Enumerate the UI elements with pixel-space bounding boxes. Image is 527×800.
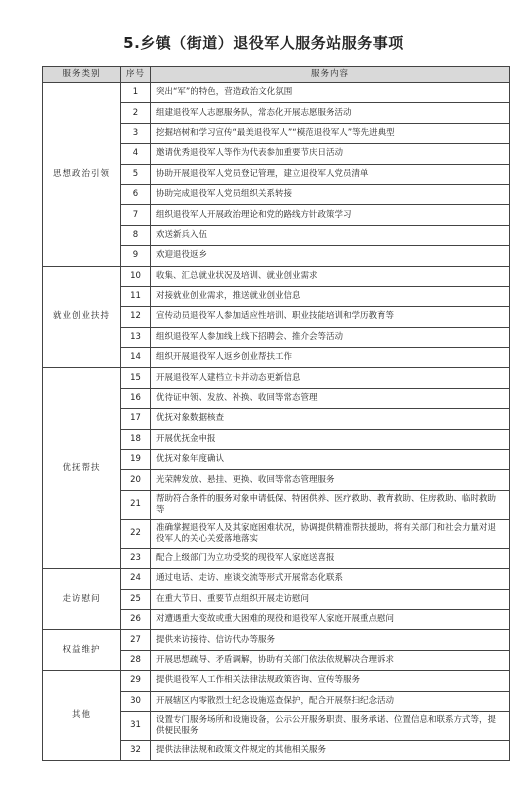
category-cell: 思想政治引领 (43, 83, 121, 267)
category-cell: 其他 (43, 671, 121, 761)
row-content: 开展思想疏导、矛盾调解，协助有关部门依法依规解决合理诉求 (151, 650, 510, 670)
row-content: 组建退役军人志愿服务队，常态化开展志愿服务活动 (151, 103, 510, 123)
row-number: 19 (121, 450, 151, 470)
row-content: 对接就业创业需求，推送就业创业信息 (151, 286, 510, 306)
table-row (43, 671, 510, 691)
row-content: 对遭遇重大变故或重大困难的现役和退役军人家庭开展重点慰问 (151, 609, 510, 629)
service-table (42, 66, 510, 761)
row-content: 欢迎退役返乡 (151, 246, 510, 266)
row-number: 5 (121, 164, 151, 184)
row-number: 29 (121, 671, 151, 691)
page-title: 5.乡镇（街道）退役军人服务站服务事项 (123, 34, 404, 52)
category-cell: 权益维护 (43, 630, 121, 671)
row-number: 27 (121, 630, 151, 650)
row-number: 25 (121, 589, 151, 609)
row-number: 21 (121, 490, 151, 519)
header-category: 服务类别 (43, 67, 121, 83)
row-content: 优抚对象数据核查 (151, 409, 510, 429)
row-number: 28 (121, 650, 151, 670)
row-content: 设置专门服务场所和设施设备，公示公开服务职责、服务承诺、位置信息和联系方式等，提供便民服务 (151, 711, 510, 740)
row-content: 在重大节日、重要节点组织开展走访慰问 (151, 589, 510, 609)
row-number: 20 (121, 470, 151, 490)
row-number: 23 (121, 548, 151, 568)
row-number: 26 (121, 609, 151, 629)
row-number: 24 (121, 569, 151, 589)
category-cell: 优抚帮扶 (43, 368, 121, 569)
table-row (43, 569, 510, 589)
row-content: 组织退役军人参加线上线下招聘会、推介会等活动 (151, 327, 510, 347)
row-number: 14 (121, 348, 151, 368)
row-content: 准确掌握退役军人及其家庭困难状况，协调提供精准帮扶援助，将有关部门和社会力量对退役军人的关心关爱落地落实 (151, 519, 510, 548)
row-content: 收集、汇总就业状况及培训、就业创业需求 (151, 266, 510, 286)
row-content: 提供退役军人工作相关法律法规政策咨询、宣传等服务 (151, 671, 510, 691)
category-cell: 走访慰问 (43, 569, 121, 630)
row-content: 邀请优秀退役军人等作为代表参加重要节庆日活动 (151, 144, 510, 164)
row-number: 1 (121, 83, 151, 103)
row-content: 开展退役军人建档立卡并动态更新信息 (151, 368, 510, 388)
table-row (43, 630, 510, 650)
row-content: 提供来访接待、信访代办等服务 (151, 630, 510, 650)
row-content: 突出“军”的特色，营造政治文化氛围 (151, 83, 510, 103)
row-number: 8 (121, 225, 151, 245)
category-cell: 就业创业扶持 (43, 266, 121, 368)
row-number: 3 (121, 123, 151, 143)
table-row (43, 266, 510, 286)
row-number: 32 (121, 740, 151, 760)
header-number: 序号 (121, 67, 151, 83)
row-number: 15 (121, 368, 151, 388)
row-content: 组织开展退役军人返乡创业帮扶工作 (151, 348, 510, 368)
row-number: 30 (121, 691, 151, 711)
row-number: 6 (121, 184, 151, 204)
row-content: 宣传动员退役军人参加适应性培训、职业技能培训和学历教育等 (151, 307, 510, 327)
row-content: 欢送新兵入伍 (151, 225, 510, 245)
row-number: 11 (121, 286, 151, 306)
row-number: 31 (121, 711, 151, 740)
row-content: 开展辖区内零散烈士纪念设施巡查保护，配合开展祭扫纪念活动 (151, 691, 510, 711)
row-number: 18 (121, 429, 151, 449)
row-content: 挖掘培树和学习宣传“最美退役军人”“模范退役军人”等先进典型 (151, 123, 510, 143)
row-number: 17 (121, 409, 151, 429)
row-number: 2 (121, 103, 151, 123)
row-content: 优抚对象年度确认 (151, 450, 510, 470)
row-number: 7 (121, 205, 151, 225)
row-number: 12 (121, 307, 151, 327)
row-content: 光荣牌发放、悬挂、更换、收回等常态管理服务 (151, 470, 510, 490)
row-content: 开展优抚金申报 (151, 429, 510, 449)
table-row (43, 83, 510, 103)
row-content: 组织退役军人开展政治理论和党的路线方针政策学习 (151, 205, 510, 225)
row-number: 22 (121, 519, 151, 548)
row-content: 提供法律法规和政策文件规定的其他相关服务 (151, 740, 510, 760)
row-content: 帮助符合条件的服务对象申请低保、特困供养、医疗救助、教育救助、住房救助、临时救助等 (151, 490, 510, 519)
row-content: 通过电话、走访、座谈交流等形式开展常态化联系 (151, 569, 510, 589)
row-number: 4 (121, 144, 151, 164)
row-number: 10 (121, 266, 151, 286)
table-row (43, 368, 510, 388)
row-content: 优待证申领、发放、补换、收回等常态管理 (151, 388, 510, 408)
row-number: 13 (121, 327, 151, 347)
row-content: 协助开展退役军人党员登记管理，建立退役军人党员清单 (151, 164, 510, 184)
row-number: 16 (121, 388, 151, 408)
row-content: 配合上级部门为立功受奖的现役军人家庭送喜报 (151, 548, 510, 568)
header-content: 服务内容 (151, 67, 510, 83)
table-header-row (43, 67, 510, 83)
row-number: 9 (121, 246, 151, 266)
row-content: 协助完成退役军人党员组织关系转接 (151, 184, 510, 204)
